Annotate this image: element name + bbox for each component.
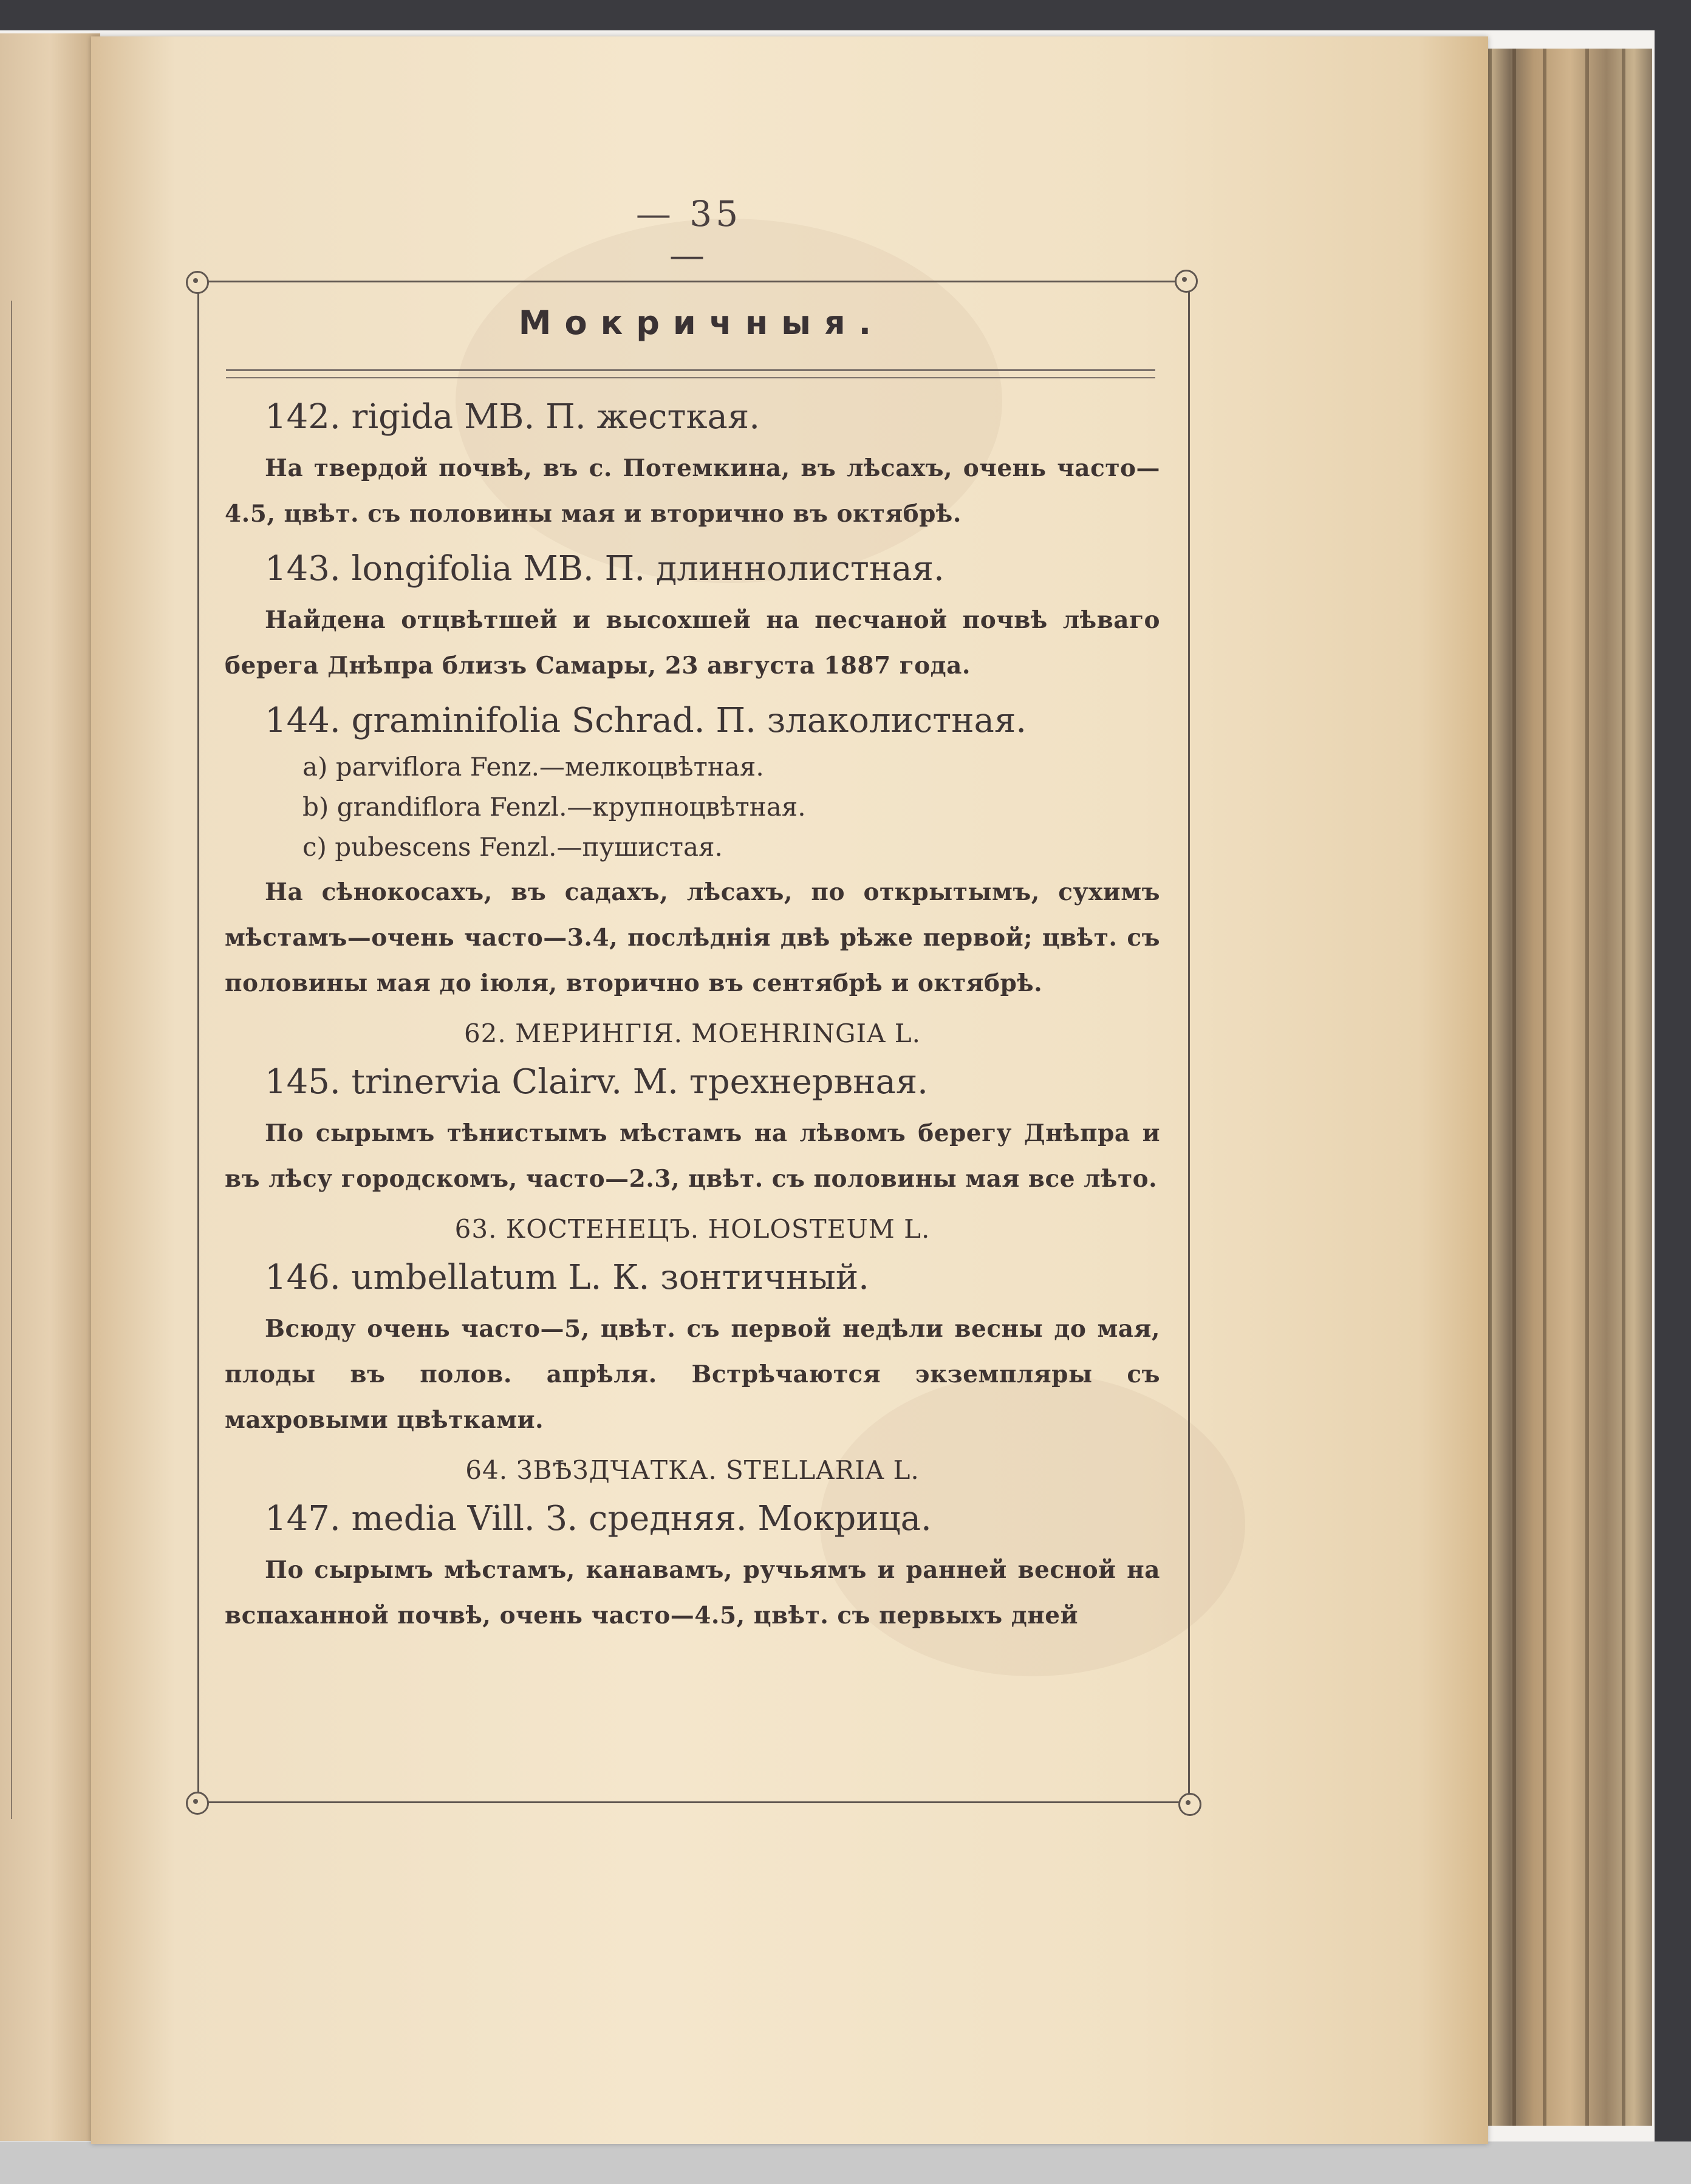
frame-bottom-rule bbox=[196, 1801, 1188, 1803]
frame-corner-ornament bbox=[1178, 1793, 1201, 1816]
right-border bbox=[1655, 0, 1691, 2184]
species-heading: 147. media Vill. З. средняя. Мокрица. bbox=[265, 1499, 932, 1538]
species-description: На сѣнокосахъ, въ садахъ, лѣсахъ, по открытымъ, сухимъ мѣстамъ—очень часто—3.4, послѣднія двѣ рѣже первой; цвѣт. съ половины мая до іюля, вторично въ сентябрѣ и октябрѣ. bbox=[225, 878, 1160, 997]
species-description: Найдена отцвѣтшей и высохшей на песчаной почвѣ лѣваго берега Днѣпра близъ Самары, 23 августа 1887 года. bbox=[225, 606, 1160, 680]
page-text bbox=[225, 389, 1160, 1639]
page-number: — 35 — bbox=[635, 193, 742, 276]
variety-line: c) pubescens Fenzl.—пушистая. bbox=[302, 832, 723, 862]
frame-corner-ornament bbox=[186, 271, 209, 294]
title-double-rule bbox=[226, 369, 1155, 378]
genus-heading: 62. МЕРИНГІЯ. MOEHRINGIA L. bbox=[463, 1019, 921, 1048]
page-edges bbox=[1470, 49, 1652, 2126]
species-heading: 142. rigida МВ. П. жесткая. bbox=[265, 397, 760, 437]
bottom-border bbox=[0, 2141, 1691, 2184]
variety-line: b) grandiflora Fenzl.—крупноцвѣтная. bbox=[302, 792, 806, 822]
species-description: Всюду очень часто—5, цвѣт. съ первой недѣли весны до мая, плоды въ полов. апрѣля. Встрѣчаются экземпляры съ махровыми цвѣтками. bbox=[225, 1315, 1160, 1434]
species-heading: 143. longifolia МВ. П. длиннолистная. bbox=[265, 549, 945, 589]
species-heading: 146. umbellatum L. К. зонтичный. bbox=[265, 1258, 869, 1297]
species-heading: 145. trinervia Clairv. М. трехнервная. bbox=[265, 1062, 928, 1102]
genus-heading: 64. ЗВѢЗДЧАТКА. STELLARIA L. bbox=[465, 1455, 920, 1485]
species-heading: 144. graminifolia Schrad. П. злаколистная. bbox=[265, 701, 1027, 740]
top-border bbox=[0, 0, 1691, 30]
left-facing-page bbox=[0, 33, 100, 2141]
section-title: Мокричныя. bbox=[518, 304, 885, 342]
frame-corner-ornament bbox=[186, 1792, 209, 1815]
frame-corner-ornament bbox=[1175, 270, 1198, 293]
variety-line: a) parviflora Fenz.—мелкоцвѣтная. bbox=[302, 752, 764, 782]
species-description: На твердой почвѣ, въ с. Потемкина, въ лѣсахъ, очень часто—4.5, цвѣт. съ половины мая и вторично въ октябрѣ. bbox=[225, 454, 1160, 528]
left-page-frame-rule bbox=[11, 301, 12, 1819]
species-description: По сырымъ мѣстамъ, канавамъ, ручьямъ и ранней весной на вспаханной почвѣ, очень часто—4.5, цвѣт. съ первыхъ дней bbox=[225, 1556, 1160, 1629]
genus-heading: 63. КОСТЕНЕЦЪ. HOLOSTEUM L. bbox=[454, 1214, 931, 1244]
species-description: По сырымъ тѣнистымъ мѣстамъ на лѣвомъ берегу Днѣпра и въ лѣсу городскомъ, часто—2.3, цвѣт. съ половины мая все лѣто. bbox=[225, 1119, 1160, 1193]
